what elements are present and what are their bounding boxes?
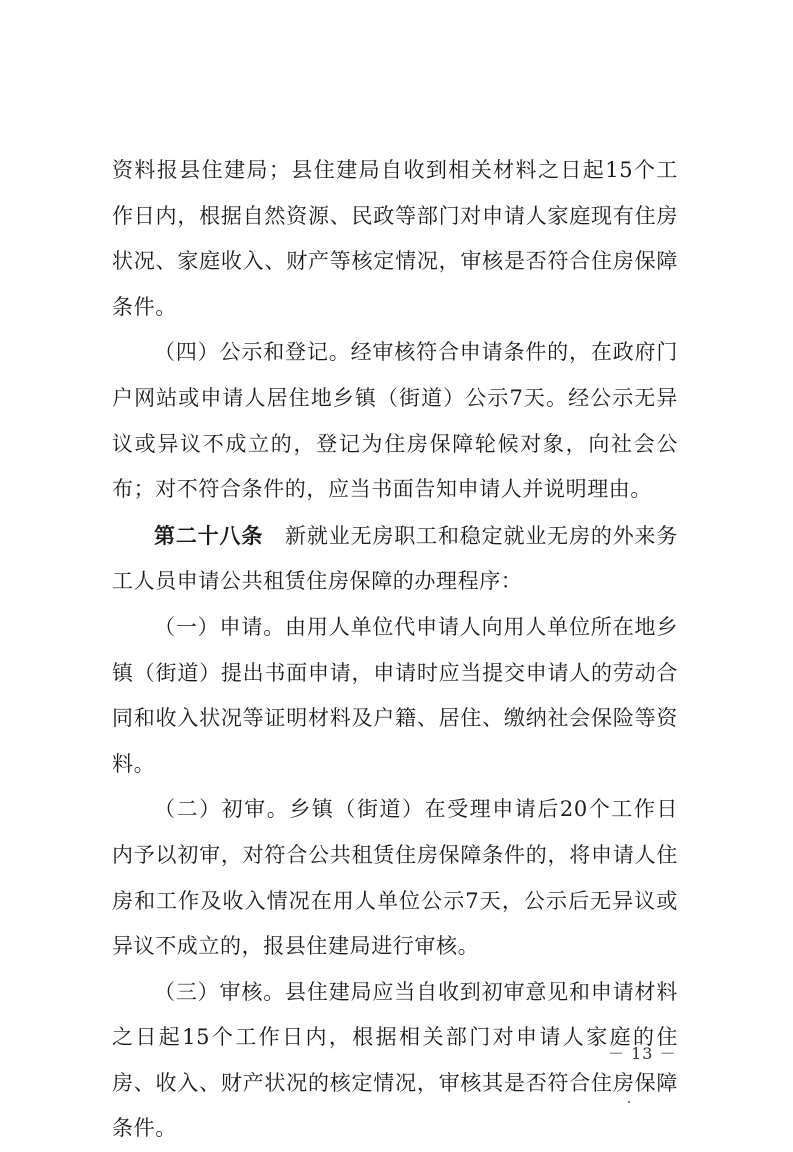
document-body [112, 148, 678, 1152]
paragraph-text: （四）公示和登记。经审核符合申请条件的，在政府门户网站或申请人居住地乡镇（街道）公示7天。经公示无异议或异议不成立的，登记为住房保障轮候对象，向社会公布；对不符合条件的，应当书面告知申请人并说明理由。 [112, 340, 678, 502]
paragraph-audit [112, 970, 678, 1152]
paragraph-text: 资料报县住建局；县住建局自收到相关材料之日起15个工作日内，根据自然资源、民政等部门对申请人家庭现有住房状况、家庭收入、财产等核定情况，审核是否符合住房保障条件。 [112, 158, 678, 319]
paragraph-text: （一）申请。由用人单位代申请人向用人单位所在地乡镇（街道）提出书面申请，申请时应当提交申请人的劳动合同和收入状况等证明材料及户籍、居住、缴纳社会保险等资料。 [112, 614, 678, 776]
scan-speck [628, 1101, 630, 1103]
paragraph-application [112, 605, 678, 787]
paragraph-continuation [112, 148, 678, 330]
article-heading: 第二十八条 [154, 522, 264, 548]
paragraph-text: （二）初审。乡镇（街道）在受理申请后20个工作日内予以初审，对符合公共租赁住房保障条件的，将申请人住房和工作及收入情况在用人单位公示7天，公示后无异议或异议不成立的，报县住建局进行审核。 [112, 797, 678, 959]
paragraph-preliminary-review [112, 787, 678, 969]
paragraph-text: （三）审核。县住建局应当自收到初审意见和申请材料之日起15个工作日内，根据相关部门对申请人家庭的住房、收入、财产状况的核定情况，审核其是否符合住房保障条件。 [112, 979, 678, 1141]
paragraph-text: 新就业无房职工和稳定就业无房的外来务工人员申请公共租赁住房保障的办理程序： [112, 523, 678, 594]
paragraph-article-28 [112, 513, 678, 605]
page-number: － 13 － [608, 1044, 677, 1063]
paragraph-publicity-registration [112, 330, 678, 512]
